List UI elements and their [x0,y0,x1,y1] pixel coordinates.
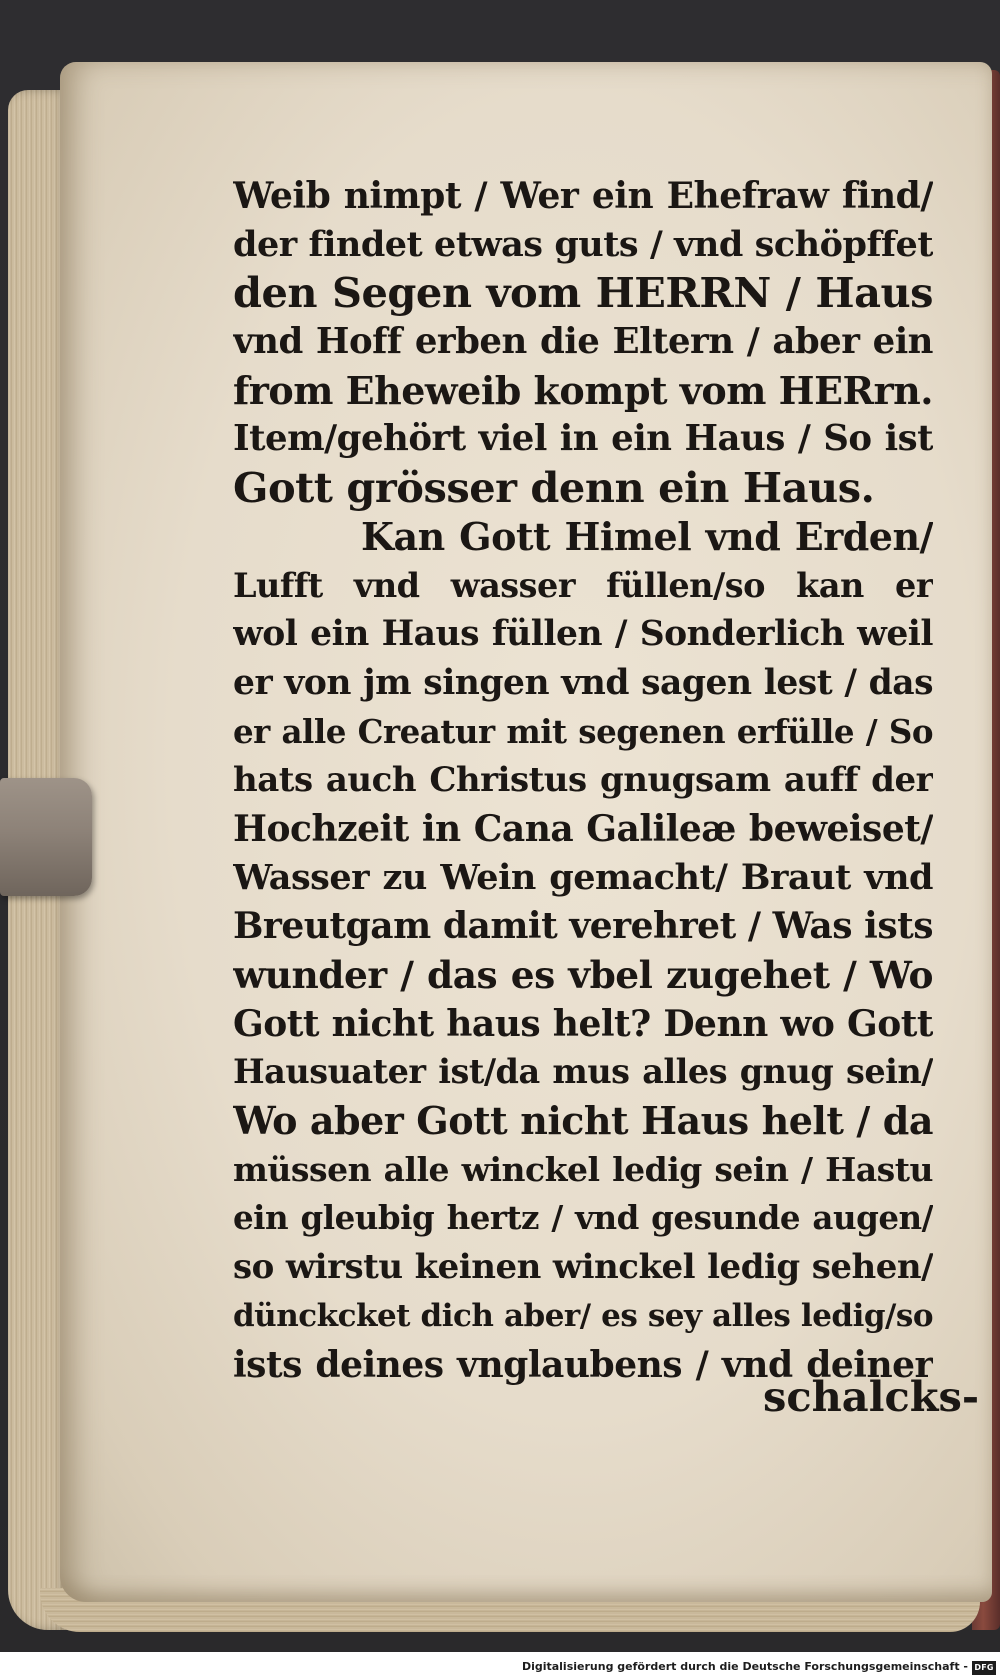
text-line: vnd Hoff erben die Eltern / aber ein [233,321,933,363]
text-line: ists deines vnglaubens / vnd deiner [233,1343,933,1386]
text-line: er alle Creatur mit segenen erfülle / So [233,711,933,751]
text-line: from Eheweib kompt vom HERrn. [233,367,933,413]
dfg-logo: DFG [972,1661,996,1675]
catchword: schalcks- [763,1372,980,1421]
text-line: Kan Gott Himel vnd Erden/ [361,513,933,559]
text-line: Hochzeit in Cana Galileæ beweiset/ [233,807,933,850]
text-line: Gott grösser denn ein Haus. [233,463,875,513]
footer-bar [0,1652,1000,1679]
text-line: hats auch Christus gnugsam auff der [233,760,933,801]
book-clasp [0,778,92,896]
funding-credit: Digitalisierung gefördert durch die Deutsche Forschungsgemeinschaft - [521,1660,968,1673]
text-line: Gott nicht haus helt? Denn wo Gott [233,1002,933,1045]
text-line: wunder / das es vbel zugehet / Wo [233,953,933,997]
text-line: er von jm singen vnd sagen lest / das [233,662,933,703]
text-line: ein gleubig hertz / vnd gesunde augen/ [233,1198,933,1238]
text-line: Hausuater ist/da mus alles gnug sein/ [233,1052,933,1092]
text-line: Breutgam damit verehret / Was ists [233,905,933,948]
text-line: den Segen vom HERRN / Haus [233,269,933,318]
text-line: müssen alle winckel ledig sein / Hastu [233,1149,933,1189]
text-line: wol ein Haus füllen / Sonderlich weil [233,614,933,655]
text-line: Item/gehört viel in ein Haus / So ist [233,418,933,460]
text-line: Wasser zu Wein gemacht/ Braut vnd [233,856,933,898]
text-line: der findet etwas guts / vnd schöpffet [233,223,933,265]
text-line: Weib nimpt / Wer ein Ehefraw find/ [233,175,933,217]
text-line: dünckcket dich aber/ es sey alles ledig/so [233,1297,933,1334]
text-line: so wirstu keinen winckel ledig sehen/ [233,1247,933,1288]
page-text [233,172,933,1389]
text-line: Lufft vnd wasser füllen/so kan er [233,565,933,605]
text-line: Wo aber Gott nicht Haus helt / da [233,1098,933,1144]
